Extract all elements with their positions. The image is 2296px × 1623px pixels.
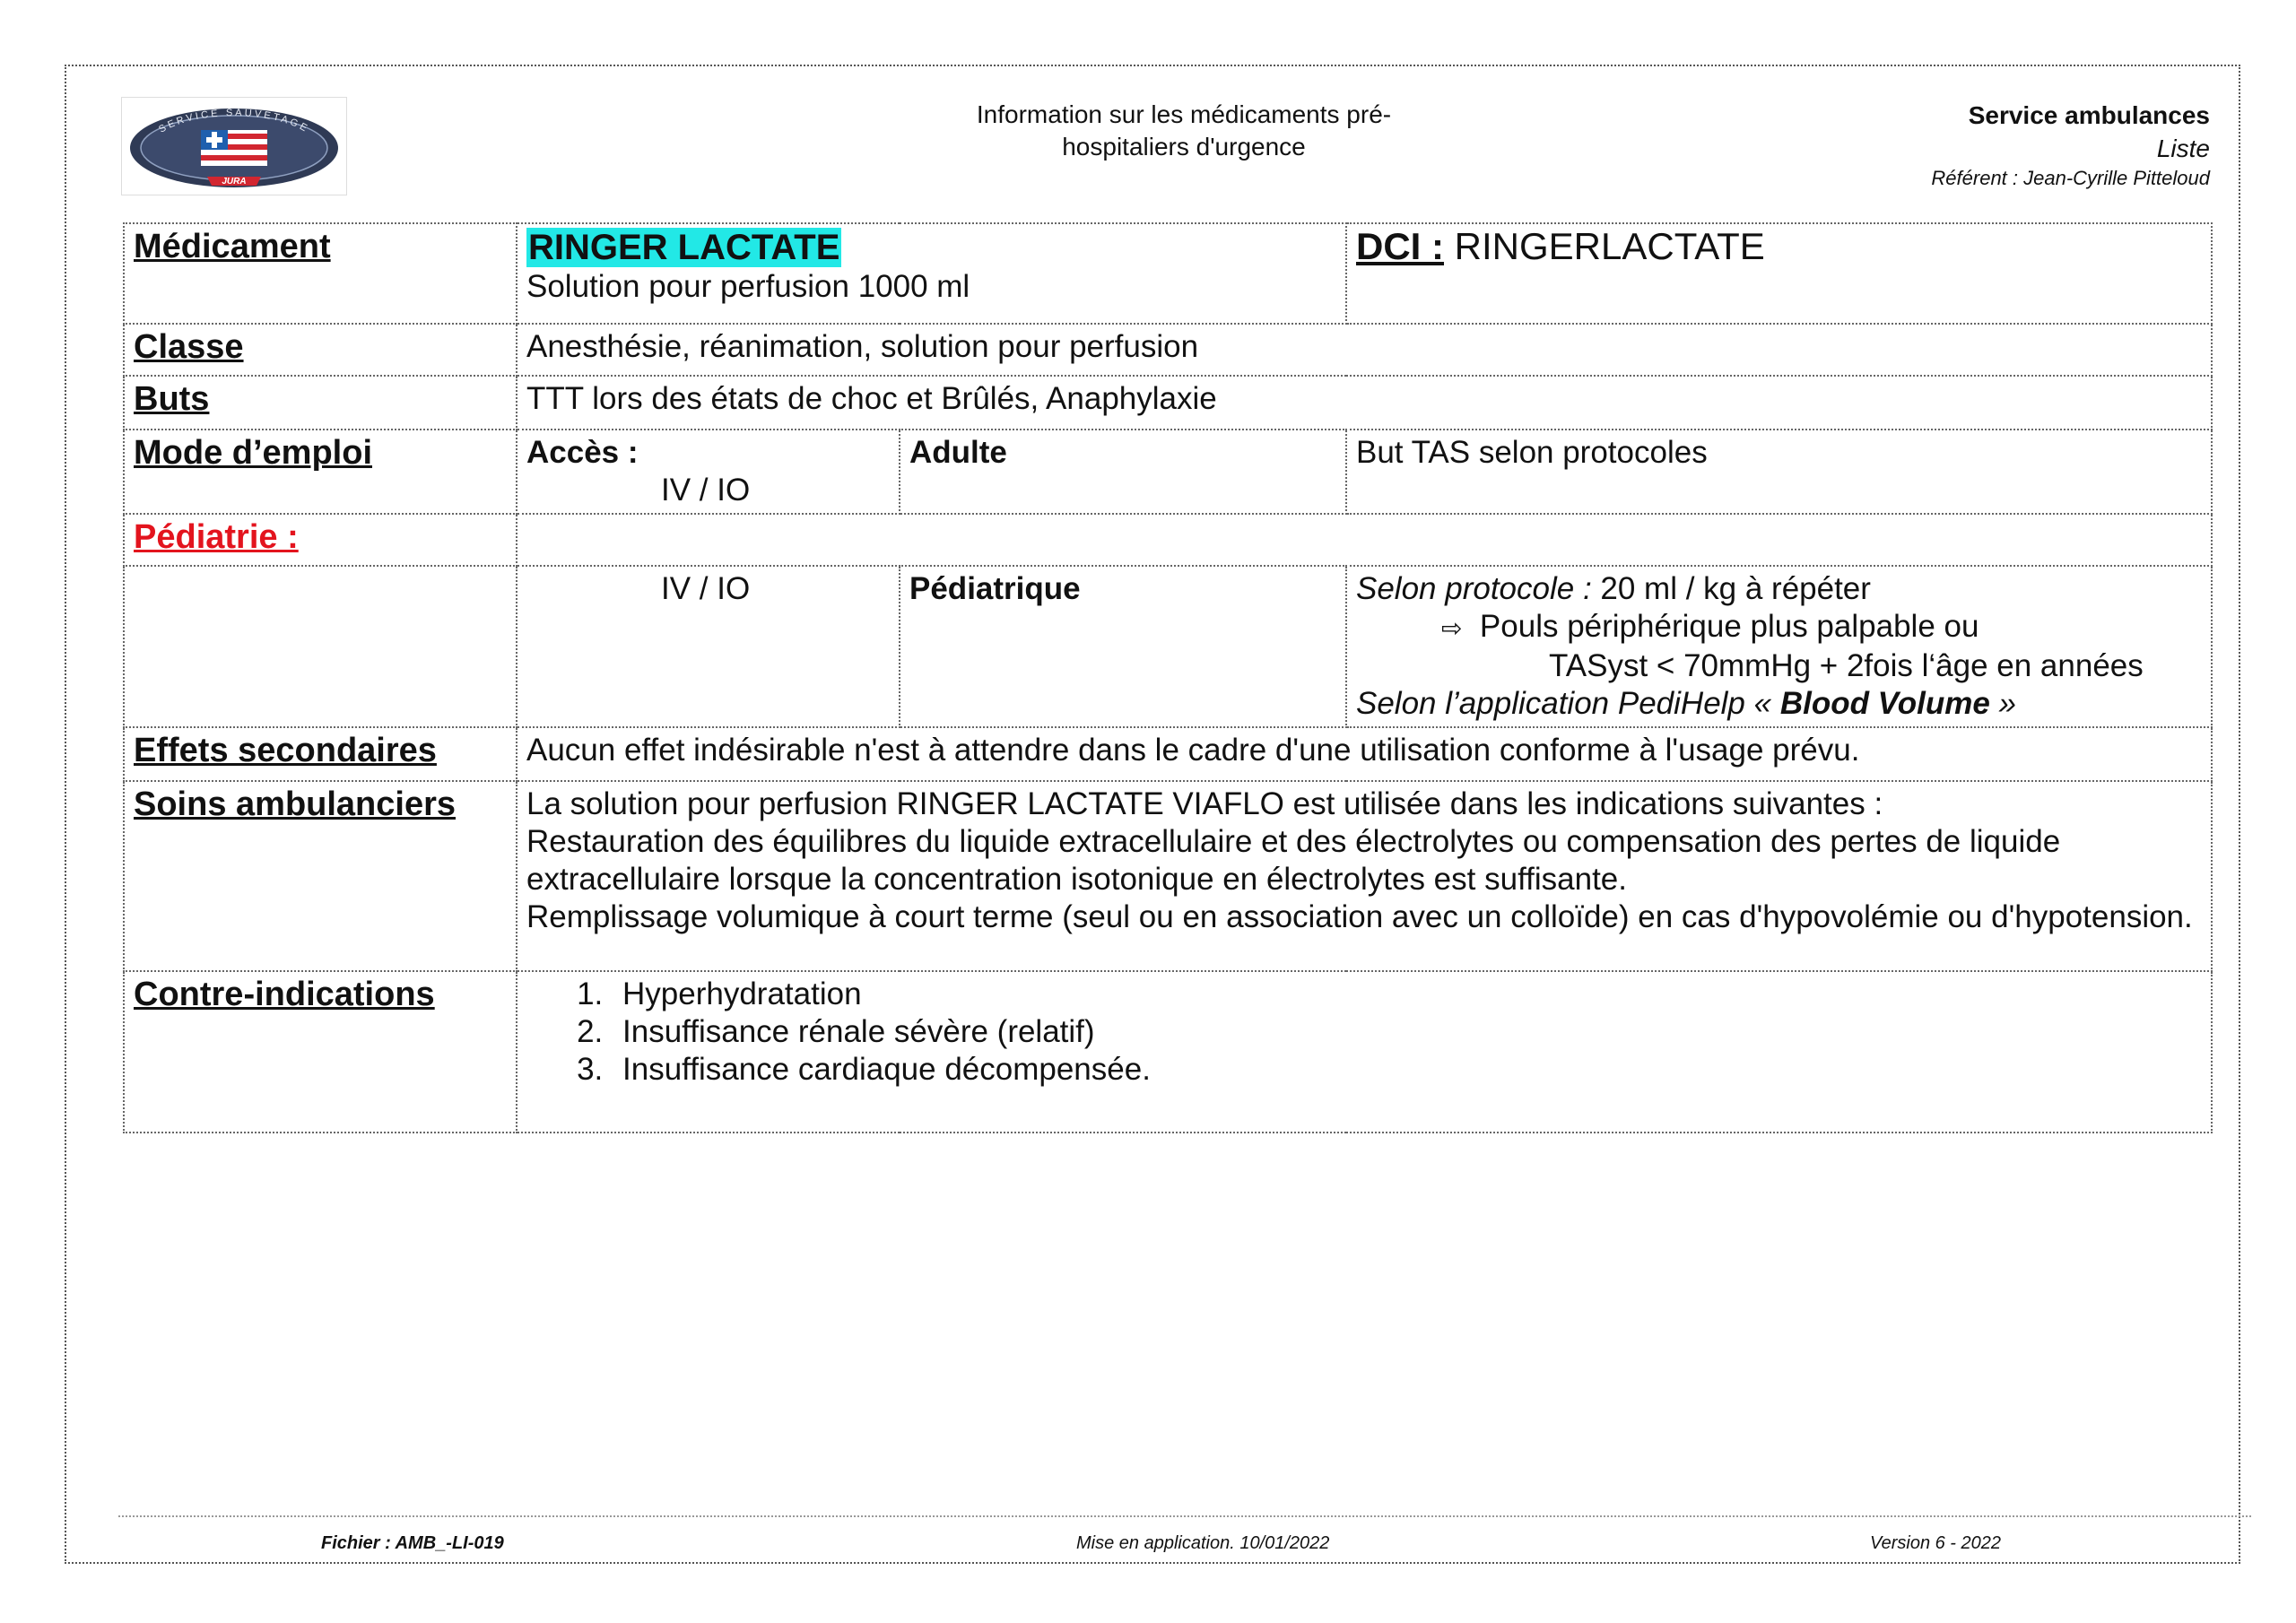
label-medicament: Médicament: [134, 228, 331, 265]
pediatrie-route: IV / IO: [661, 571, 751, 606]
app-bold: Blood Volume: [1779, 686, 1990, 721]
label-soins: Soins ambulanciers: [134, 785, 457, 823]
protocol-label: Selon protocole :: [1356, 571, 1592, 606]
title-line-2: hospitaliers d'urgence: [1062, 133, 1306, 161]
list-item: 1. Hyperhydratation: [612, 976, 2202, 1013]
label-buts: Buts: [134, 380, 210, 418]
label-effets: Effets secondaires: [134, 732, 437, 769]
label-pediatrie: Pédiatrie :: [134, 518, 299, 556]
cell-acces: [517, 430, 900, 514]
tasyst-text: TASyst < 70mmHg + 2fois l‘âge en années: [1549, 648, 2144, 683]
list-item: 2. Insuffisance rénale sévère (relatif): [612, 1013, 2202, 1051]
arrow-text: Pouls périphérique plus palpable ou: [1479, 609, 1979, 644]
soins-line-1: La solution pour perfusion RINGER LACTATE VIAFLO est utilisée dans les indications suivantes :: [526, 786, 1883, 821]
effets-value: Aucun effet indésirable n'est à attendre dans le cadre d'une utilisation conforme à l'usage prévu.: [517, 727, 2212, 781]
medication-table: [123, 222, 2213, 1133]
drug-description: Solution pour perfusion 1000 ml: [526, 269, 970, 304]
adulte-value: But TAS selon protocoles: [1346, 430, 2212, 514]
svg-text:SERVICE SAUVETAGE: SERVICE SAUVETAGE: [157, 107, 311, 135]
label-classe: Classe: [134, 328, 244, 366]
footer-divider: [118, 1515, 2251, 1517]
soins-line-2: Restauration des équilibres du liquide extracellulaire et des électrolytes ou compensation des pertes de liquide extracellulaire lorsque la concentration isotonique en électrolytes est suffisante.: [526, 824, 2061, 897]
row-medicament: [124, 223, 2212, 324]
adulte-label: Adulte: [909, 435, 1007, 470]
row-contre-indications: [124, 971, 2212, 1133]
document-title: [897, 99, 1471, 163]
dci-label: DCI :: [1356, 225, 1444, 267]
service-referent: Référent : Jean-Cyrille Pitteloud: [1931, 167, 2210, 189]
cell-pediatrie-empty: [517, 514, 2212, 566]
arrow-right-icon: ⇨: [1441, 613, 1463, 643]
row-pediatrie-detail: [124, 566, 2212, 727]
cell-pediatrie-blank: [124, 566, 517, 727]
cell-pediatrie-protocol: [1346, 566, 2212, 727]
footer-version: Version 6 - 2022: [1870, 1533, 2002, 1553]
row-buts: [124, 376, 2212, 430]
acces-value: IV / IO: [661, 473, 751, 508]
footer-file: Fichier : AMB_-LI-019: [321, 1533, 504, 1553]
app-prefix: Selon l’application PediHelp «: [1356, 686, 1780, 721]
service-sauvetage-jura-logo: [121, 97, 347, 195]
soins-line-3: Remplissage volumique à court terme (seul ou en association avec un colloïde) en cas d'hypovolémie ou d'hypotension.: [526, 899, 2193, 934]
contre-indications-list: [526, 976, 2202, 1089]
cell-dci: [1346, 223, 2212, 324]
service-title: Service ambulances: [1968, 101, 2210, 129]
title-line-1: Information sur les médicaments pré-: [976, 100, 1392, 128]
service-info: [1931, 99, 2210, 192]
classe-value: Anesthésie, réanimation, solution pour perfusion: [517, 324, 2212, 376]
buts-value: TTT lors des états de choc et Brûlés, Anaphylaxie: [517, 376, 2212, 430]
label-mode-emploi: Mode d’emploi: [134, 434, 372, 472]
cell-contre-indications: [517, 971, 2212, 1133]
logo-emblem-icon: [122, 98, 346, 195]
row-soins: [124, 781, 2212, 971]
footer-date: Mise en application. 10/01/2022: [1076, 1533, 1330, 1553]
cell-drug: [517, 223, 1346, 324]
dci-value: RINGERLACTATE: [1444, 225, 1765, 267]
acces-label: Accès :: [526, 435, 639, 470]
drug-name: RINGER LACTATE: [528, 228, 840, 267]
row-pediatrie-header: [124, 514, 2212, 566]
service-subtitle: Liste: [2156, 135, 2210, 162]
list-item: 3. Insuffisance cardiaque décompensée.: [612, 1051, 2202, 1089]
cell-soins: [517, 781, 2212, 971]
label-contre-indications: Contre-indications: [134, 976, 435, 1013]
protocol-value: 20 ml / kg à répéter: [1591, 571, 1871, 606]
row-mode-emploi: [124, 430, 2212, 514]
pediatrique-label: Pédiatrique: [909, 571, 1081, 606]
svg-text:JURA: JURA: [222, 177, 247, 187]
row-effets: [124, 727, 2212, 781]
app-suffix: »: [1989, 686, 2016, 721]
row-classe: [124, 324, 2212, 376]
cell-label-medicament: [124, 223, 517, 324]
